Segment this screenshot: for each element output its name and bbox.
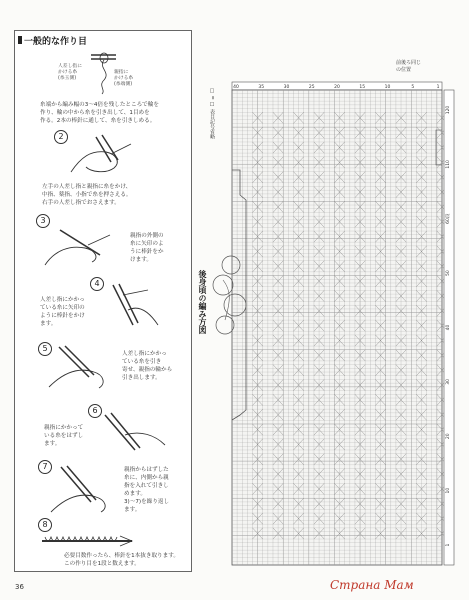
step3-text: 親指の外側の 糸に矢印のよ うに棒針をか けます。	[130, 233, 164, 263]
step8-text: 必要目数作ったら、棒針を1本抜き取ります。 この作り目を1段と数えます。	[64, 553, 179, 567]
step4-illustration	[108, 280, 168, 330]
step4-number: 4	[90, 277, 104, 291]
step8-number: 8	[38, 518, 52, 532]
top-number: 35	[258, 85, 265, 90]
title-marker	[18, 36, 22, 44]
row-number: 40	[446, 324, 451, 331]
step6-number: 6	[88, 404, 102, 418]
step2-number: 2	[54, 130, 68, 144]
step7-number: 7	[38, 460, 52, 474]
top-number: 25	[308, 85, 315, 90]
row-number: 1	[446, 543, 451, 547]
step3-number: 3	[36, 214, 50, 228]
top-number: 20	[334, 85, 340, 90]
top-number: 1	[436, 85, 440, 90]
step3-illustration	[40, 220, 115, 270]
step6-text: 親指にかかって いる糸をはずし ます。	[44, 425, 84, 447]
step2-text: 左手の人差し指と親指に糸をかけ、 中指、薬指、小指で糸を押さえる。 右手の人差し指でおさえます。	[42, 184, 132, 206]
row-number: 10	[446, 487, 451, 494]
step6-illustration	[100, 405, 170, 455]
row-number: 60段	[446, 213, 451, 224]
row-number: 120	[446, 105, 451, 115]
top-number: 30	[283, 85, 290, 90]
page-number: 36	[15, 583, 24, 591]
top-number: 40	[233, 85, 239, 90]
chart-title: 後身頃の編み方図	[198, 270, 207, 334]
step7-text: 親指からはずした 糸に、内側から親 指を入れて引きし めます。 3)～7)を繰り返し ます。	[124, 467, 170, 513]
step2-illustration	[66, 132, 136, 177]
panel-title: 一般的な作り目	[24, 37, 88, 47]
row-number: 50	[446, 270, 451, 276]
top-number: 10	[384, 85, 391, 90]
watermark: Страна Мам	[330, 578, 414, 592]
chart-legend-label: □ = □ 表目記号省略	[209, 88, 215, 139]
knitting-chart	[220, 50, 462, 585]
step7-illustration	[46, 462, 116, 517]
step1-text: 糸端から編み幅の3～4倍を残したところで輪を 作り、輪の中から糸を引き出して、1目めを 作る。2本の棒針に通して、糸を引きしめる。	[40, 102, 159, 124]
step5-number: 5	[38, 342, 52, 356]
chart-top-note: 前後ろ同じ の位置	[396, 60, 422, 73]
label-index-yarn: 人差し指に かける糸 (糸玉側)	[58, 64, 82, 81]
top-number: 5	[411, 85, 415, 90]
row-number: 30	[446, 379, 451, 385]
row-number: 20	[446, 433, 451, 440]
step4-text: 人差し指にかかっ ている糸に矢印の ように棒針をかけ ます。	[40, 297, 85, 327]
label-thumb-yarn: 親指に かける糸 (糸端側)	[114, 70, 134, 87]
motif-illustration	[203, 250, 253, 340]
step5-text: 人差し指にかかっ ている糸を引き 寄せ、親指の輪から 引き出します。	[122, 351, 173, 381]
step5-illustration	[44, 342, 114, 392]
top-number: 15	[359, 85, 366, 90]
step8-needle-illustration	[40, 532, 135, 550]
row-number: 110	[446, 160, 451, 169]
